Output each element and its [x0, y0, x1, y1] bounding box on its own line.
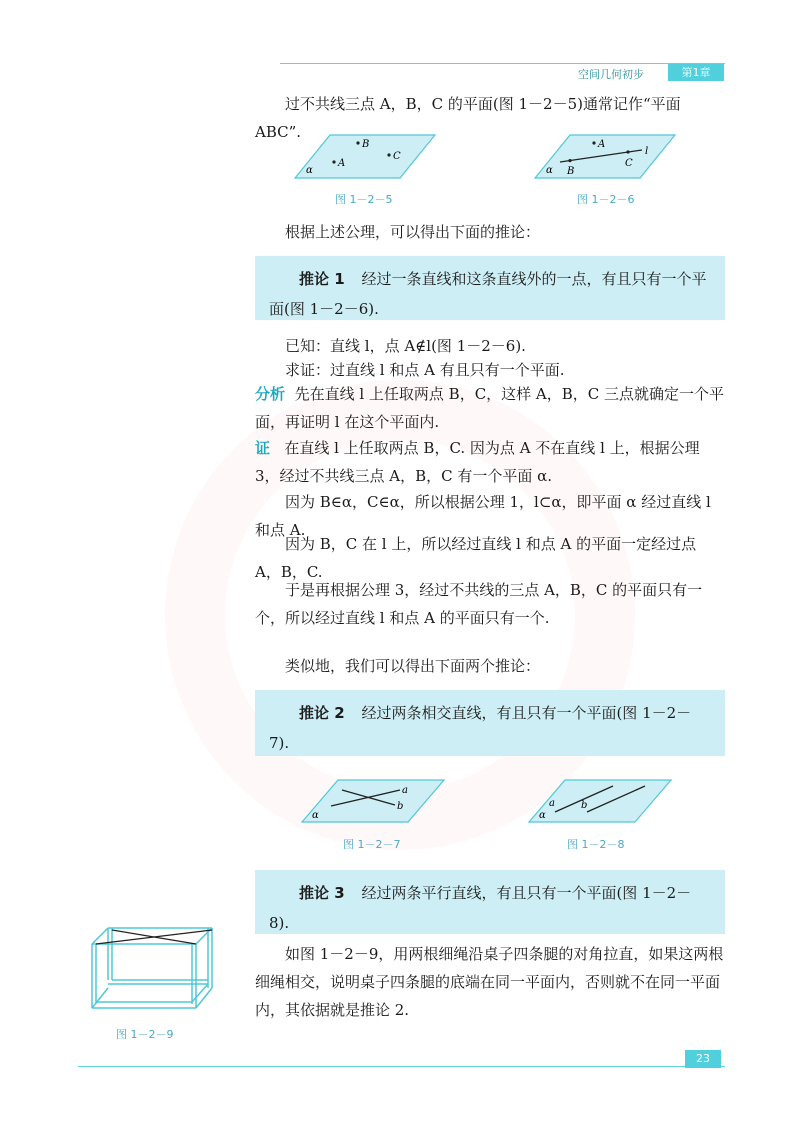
fig5-label-alpha: α [306, 165, 313, 176]
fig6-label-b: B [567, 166, 575, 177]
fig6-label-alpha: α [546, 165, 553, 176]
analysis-tag: 分析 [255, 385, 286, 403]
lead-paragraph-2: 类似地，我们可以得出下面两个推论： [285, 657, 541, 675]
analysis-paragraph [255, 380, 725, 436]
corollary-3-text: 经过两条平行直线，有且只有一个平面(图 1－2－8). [269, 884, 692, 932]
prove-paragraph: 求证：过直线 l 和点 A 有且只有一个平面. [285, 361, 565, 379]
figure-1-2-8 [525, 776, 675, 826]
fig7-label-alpha: α [312, 810, 319, 821]
corollary-1-box [255, 256, 725, 320]
figure-1-2-5 [290, 130, 440, 182]
proof-text: 在直线 l 上任取两点 B，C. 因为点 A 不在直线 l 上，根据公理 3，经过不共线三点 A，B，C 有一个平面 α. [255, 439, 700, 485]
header-rule [280, 63, 725, 64]
proof-tag: 证 [255, 439, 271, 457]
fig6-label-a: A [598, 139, 606, 150]
given-paragraph: 已知：直线 l，点 A∉l(图 1－2－6). [285, 337, 526, 355]
corollary-2-box [255, 690, 725, 756]
figure-1-2-5-caption: 图 1－2－5 [335, 193, 393, 206]
figure-1-2-9 [88, 922, 220, 1014]
corollary-3-title: 推论 3 [299, 884, 345, 902]
analysis-text: 先在直线 l 上任取两点 B，C，这样 A，B，C 三点就确定一个平面，再证明 l 在这个平面内. [255, 385, 725, 431]
fig5-label-b: B [362, 139, 370, 150]
lead-paragraph-1: 根据上述公理，可以得出下面的推论： [285, 223, 541, 241]
proof-paragraph [255, 434, 725, 490]
example-paragraph: 如图 1－2－9，用两根细绳沿桌子四条腿的对角拉直，如果这两根细绳相交，说明桌子四条腿的底端在同一平面内，否则就不在同一平面内，其依据就是推论 2. [255, 945, 724, 1019]
corollary-1-text: 经过一条直线和这条直线外的一点，有且只有一个平面(图 1－2－6). [269, 270, 707, 318]
fig6-label-l: l [645, 146, 649, 157]
chapter-title: 空间几何初步 [578, 68, 644, 81]
fig5-label-c: C [393, 151, 401, 162]
proof-paragraph-3: 因为 B，C 在 l 上，所以经过直线 l 和点 A 的平面一定经过点 A，B，C. [255, 535, 697, 581]
fig8-label-a: a [549, 798, 555, 809]
fig7-label-a: a [402, 785, 408, 796]
footer-rule [78, 1066, 725, 1067]
corollary-3-box [255, 870, 725, 934]
fig7-label-b: b [397, 801, 404, 812]
figure-1-2-6-caption: 图 1－2－6 [577, 193, 635, 206]
figure-1-2-7-caption: 图 1－2－7 [343, 838, 401, 851]
proof-paragraph-4: 于是再根据公理 3，经过不共线的三点 A，B，C 的平面只有一个，所以经过直线 l 和点 A 的平面只有一个. [255, 581, 703, 627]
page-number: 23 [685, 1050, 721, 1068]
corollary-2-text: 经过两条相交直线，有且只有一个平面(图 1－2－7). [269, 704, 692, 752]
corollary-2-title: 推论 2 [299, 704, 345, 722]
proof-paragraph-2: 因为 B∈α，C∈α，所以根据公理 1，l⊂α，即平面 α 经过直线 l 和点 A. [255, 493, 711, 539]
fig8-label-alpha: α [539, 810, 546, 821]
fig8-label-b: b [581, 800, 588, 811]
figure-1-2-6 [530, 130, 680, 182]
fig6-label-c: C [625, 158, 633, 169]
corollary-1-title: 推论 1 [299, 270, 345, 288]
figure-1-2-8-caption: 图 1－2－8 [567, 838, 625, 851]
figure-1-2-9-caption: 图 1－2－9 [116, 1028, 174, 1041]
figure-1-2-7 [298, 776, 448, 826]
fig5-label-a: A [338, 158, 346, 169]
intro-paragraph: 过不共线三点 A，B，C 的平面(图 1－2－5)通常记作“平面 ABC”. [255, 95, 681, 141]
section-badge: 第1章 [668, 64, 724, 81]
